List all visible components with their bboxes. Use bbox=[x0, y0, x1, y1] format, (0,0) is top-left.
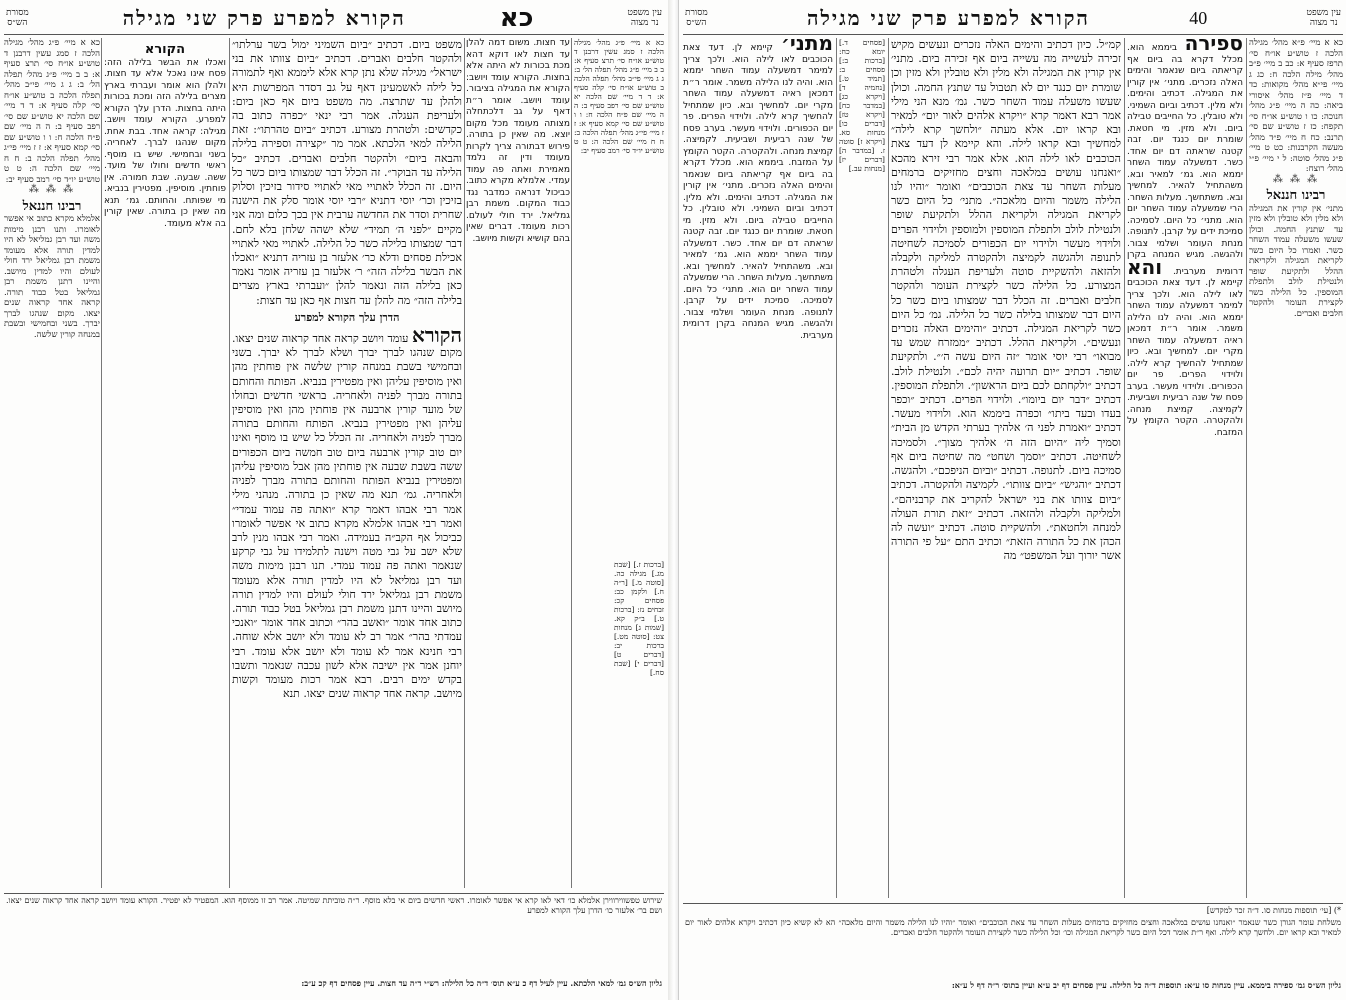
page-number: 40 bbox=[1189, 7, 1208, 28]
footnote-marker: *) [עי׳ תוספות מנחות סו. ד״ה זכר למקדש] bbox=[1206, 906, 1341, 915]
footer-rule bbox=[4, 893, 664, 894]
masoret-label: מסורת הש״ס bbox=[6, 8, 29, 28]
footer-rule bbox=[683, 903, 1343, 904]
rabbeinu-chananel-text: מתני׳ אין קורין את המגילה ולא מלין ולא טובלין ולא מזין עד שתנץ החמה. וכולן שעשו משעלה עמוד השחר כשר. ואמרו כל היום כשר לקריאת המגילה ולקריאת ההלל ולתקיעת שופר ולנטילת לולב ולתפלת המוספין. כל הלילה כשר לקצירת העומר ולהקטר חלבים ואברים. bbox=[1249, 203, 1343, 319]
ein-mishpat-column bbox=[1249, 38, 1343, 898]
tosafot-column bbox=[466, 38, 570, 888]
header-rule bbox=[4, 34, 664, 35]
column-divider bbox=[1124, 38, 1125, 898]
page-title: הקורא למפרע פרק שני מגילה bbox=[122, 5, 406, 30]
rabbeinu-chananel-heading: רבינו חננאל bbox=[1266, 188, 1326, 203]
rashi-column bbox=[104, 38, 226, 888]
column-divider bbox=[464, 38, 465, 888]
tosafot-outer-column bbox=[683, 38, 833, 898]
ein-mishpat-label: עין משפט נר מצוה bbox=[1306, 8, 1341, 28]
rashi-heading: ספירה bbox=[1184, 38, 1243, 55]
masoret-label: מסורת הש״ס bbox=[685, 8, 708, 28]
book-gutter bbox=[668, 0, 678, 1000]
tosafot-text: עד חצות. משום דמה להלן עד חצות לאו דוקא דהא מכת בכורות לא היתה אלא בחצות. הקורא עומד ויושב: הקורא את המגילה בציבור. עומד ויושב. אומר ר״ת דאף על גב דלכתחלה מצותה מעומד מכל מקום יוצא. מה שאין כן בתורה. פירוש דבתורה צריך לקרות מעומד ודין זה נלמד מאמירת ואתה פה עמוד עמדי. אלמלא מקרא כתוב. כביכול דנראה כמדבר נגד כבוד המקום. משמת רבן גמליאל. ירד חולי לעולם. רכות מעומד. דברים שאין בהם קושיא וקשות מיושב. bbox=[466, 38, 570, 244]
rashi-outer-text: ביממא הוא. מכלל דקרא בה ביום אף קריאתה ביום שנאמר והימים האלה נזכרים. מתני׳ אין קורין את המגילה. דכתיב והימים. ולא מלין. דכתיב וביום השמיני. ולא טובלין. כל החייבים טבילה ביום. ולא מזין. מי חטאת. שומרת יום כנגד יום. זבה קטנה שראתה דם יום אחד. כשר. דמשעלה עמוד השחר יממא הוא. גמ׳ למאיר ובא. משהתחיל להאיר. למחשיך ובא. משתחשך. מעלות השחר. הרי שמשעלה עמוד השחר יום הוא. מתני׳ כל היום. לסמיכה. סמיכת ידים על קרבן. לתנופה. מנחת העומר ושלמי צבור. ולהגשה. מגיש המנחה בקרן דרומית מערבית. bbox=[683, 158, 833, 341]
ornament-divider: ⁂ ⁂ ⁂ bbox=[28, 184, 76, 195]
rabbeinu-chananel-column bbox=[4, 38, 100, 888]
column-divider bbox=[101, 38, 102, 888]
masoret-column: [פסחים ד.] יומא כח: [ברכות ב:] פסחים ב: [תמיד ט.] [נחמיה ד] [ויקרא כג] [במדבר כח] [ויקרא טז] [דברים כו] מנחות סא. [ויקרא ז] סוטה ז. [במדבר ה] [דברים יז] [מנחות עב.] bbox=[839, 38, 885, 173]
gemara-text: קמ״ל. כיון דכתיב והימים האלה נזכרים ונעשים מקיש זכירה לעשייה מה עשייה ביום אף זכירה ביום. מתני׳ אין קורין את המגילה ולא מלין ולא טובלין ולא מזין וכן שומרת יום כנגד יום לא תטבול עד שתנץ החמה. וכולן שעשו משעלה עמוד השחר כשר. גמ׳ מנא הני מילי אמר רבא דאמר קרא ״ויקרא אלהים לאור יום״ למאיר ובא קראו יום. אלא מעתה ״ולחשך קרא לילה״ למחשיך ובא קראו לילה. והא קיימא לן דעד צאת הכוכבים לאו לילה הוא. אלא אמר רבי זירא מהכא ״ואנחנו עושים במלאכה וחצים מחזיקים ברמחים מעלות השחר עד צאת הכוכבים״ ואומר ״והיו לנו הלילה משמר והיום מלאכה״. מתני׳ כל היום כשר לקריאת המגילה ולקריאת ההלל ולתקיעת שופר ולנטילת לולב ולתפלת המוספין ולמוספין ולוידוי הפרים ולוידוי מעשר ולוידוי יום הכפורים לסמיכה לשחיטה לתנופה ולהגשה לקמיצה ולהקטרה למליקה ולקבלה ולהזאה ולהשקיית סוטה ולעריפת העגלה ולטהרת המצורע. כל הלילה כשר לקצירת העומר ולהקטר חלבים ואברים. זה הכלל דבר שמצותו ביום כשר כל היום דבר שמצותו בלילה כשר כל הלילה. גמ׳ כל היום כשר לקריאת המגילה. דכתיב ״והימים האלה נזכרים ונעשים״. ולקריאת ההלל. דכתיב ״ממזרח שמש עד מבואו״ רבי יוסי אומר ״זה היום עשה ה׳״. ולתקיעת שופר. דכתיב ״יום תרועה יהיה לכם״. ולנטילת לולב. דכתיב ״ולקחתם לכם ביום הראשון״. ולתפלת המוספין. דכתיב ״דבר יום ביומו״. ולוידוי הפרים. דכתיב ״וכפר בעדו ובעד ביתו״ וכפרה ביממא הוא. ולוידוי מעשר. דכתיב ״ואמרת לפני ה׳ אלהיך בערתי הקדש מן הבית״ וסמיך ליה ״היום הזה ה׳ אלהיך מצוך״. ולסמיכה לשחיטה. דכתיב ״וסמך ושחט״ מה שחיטה ביום אף סמיכה ביום. לתנופה. דכתיב ״וביום הניפכם״. ולהגשה. דכתיב ״והגיש״ ״ביום צוותו״. לקמיצה ולהקטרה. דכתיב ״ביום צוותו את בני ישראל להקריב את קרבניהם״. ולמליקה ולקבלה ולהזאה. דכתיב ״זאת תורת העולה למנחה ולחטאת״. ולהשקיית סוטה. דכתיב ״ועשה לה הכהן את כל התורה הזאת״ וכתיב התם ״על פי התורה אשר יורוך ועל המשפט״ מה bbox=[891, 38, 1121, 563]
tosafot-heading: והא bbox=[1127, 254, 1163, 279]
page-title: הקורא למפרע פרק שני מגילה bbox=[806, 5, 1090, 30]
perek-heading: הקורא bbox=[412, 323, 462, 348]
mishnah-text: עומד ויושב קראה אחד קראוה שנים יצאו. מקום שנהגו לברך יברך ושלא לברך לא יברך. בשני ובחמישי בשבת במנחה קורין שלשה אין פוחתין מהן ואין מוסיפין עליהן ואין מפטירין בנביא. הפותח והחותם בתורה מברך לפניה ולאחריה. בראשי חדשים ובחולו של מועד קורין ארבעה אין פוחתין מהן ואין מוסיפין עליהן ואין מפטירין בנביא. הפותח והחותם בתורה מברך לפניה ולאחריה. זה הכלל כל שיש בו מוסף ואינו יום טוב קורין ארבעה ביום טוב חמשה ביום הכפורים ששה בשבת שבעה אין פוחתין מהן אבל מוסיפין עליהן ומפטירין בנביא הפותח והחותם בתורה מברך לפניה ולאחריה. גמ׳ תנא מה שאין כן בתורה. מנהני מילי אמר רבי אבהו דאמר קרא ״ואתה פה עמוד עמדי״ ואמר רבי אבהו אלמלא מקרא כתוב אי אפשר לאומרו כביכול אף הקב״ה בעמידה. ואמר רבי אבהו מנין לרב שלא ישב על גבי מטה וישנה לתלמידו על גבי קרקע שנאמר ואתה פה עמוד עמדי. תנו רבנן מימות משה ועד רבן גמליאל לא היו למדין תורה אלא מעומד משמת רבן גמליאל ירד חולי לעולם והיו למדין תורה מיושב והיינו דתנן משמת רבן גמליאל בטל כבוד תורה. כתוב אחד אומר ״ואשב בהר״ וכתוב אחד אומר ״ואנכי עמדתי בהר״ אמר רב לא עומד ולא יושב אלא שוחה. רבי חנינא אמר לא עומד ולא יושב אלא עומד. רבי יוחנן אמר אין ישיבה אלא לשון עכבה שנאמר ותשבו בקדש ימים רבים. רבא אמר רכות מעומד וקשות מיושב. קראה אחד קראוה שנים יצאו. תנא bbox=[232, 332, 462, 701]
footnote-block: משלחת עומר הגורן כשר שנאמר ״ואנחנו עושים במלאכה וחצים מחזיקים ברמחים מעלות השחר עד צאת הכוכבים״ ואומר ״והיו לנו הלילה משמר והיום מלאכה״ הא לא קשיא כיון דכתיב ויקרא אלהים לאור יום למאיר ובא קראו יום. ולחשך קרא לילה. ואף ר״ת אומר דכל היום כשר לקריאת המגילה וכו׳ וכל הלילה כשר לקצירת העומר ולהקטר חלבים ואברים. bbox=[685, 918, 1341, 937]
gilyon-hashas: גליון הש״ס גמ׳ למאי הלכתא. עיין לעיל דף כ ע״א תוס׳ ד״ה כל הלילה: רש״י ד״ה עד חצות. עיין פסחים דף קכ ע״ב: bbox=[301, 978, 662, 988]
rashi-text: ואכלו את הבשר בלילה הזה: פסח אינו נאכל אלא עד חצות. ולהלן הוא אומר ועברתי בארץ מצרים בלילה הזה ומכת בכורות היתה בחצות. הדרן עלך הקורא למפרע. הקורא עומד ויושב. מגילה: קראה אחד. בבת אחת. מקום שנהגו לברך. לאחריה. בשני ובחמישי. שיש בו מוסף. ראשי חדשים וחולו של מועד. ששה. שבעה. שבת חמורה. אין פוחתין. מוסיפין. מפטירין בנביא. מי שפותח. והחותם. גמ׳ תנא מה שאין כן בתורה. שאין קורין בה אלא מעומד. bbox=[104, 57, 226, 229]
hadran-line: הדרן עלך הקורא למפרע bbox=[294, 310, 400, 324]
column-divider bbox=[1246, 38, 1247, 898]
masoret-column: [ברכות ז.] [שבת מג.] מגילה כה. [סוטה מ.] [ר״ה ח.] ולקמן כב: פסחים קכ: זבחים נז: [ברכות ט.] ב״ק קא. [שמות ג] מנחות צט: [סוטה מט.] ברכות יב: [דברים ט] [דברים י] [שבת סח.] bbox=[614, 560, 664, 677]
mishnah-heading: מתני׳ bbox=[781, 38, 833, 55]
ein-mishpat-column: כא א מיי׳ פ״ג מהל׳ מגילה הלכה ז סמג עשין דרבנן ד טוש״ע או״ח סי׳ תרצ סעיף א: ב ב מיי׳ פ״ג מהל׳ תפלה הל׳ ב: ג ג מיי׳ פי״ב מהל׳ תפלה הלכה ב טוש״ע או״ח סי׳ קלה סעיף א: ד ד מיי׳ שם הלכה יא טוש״ע שם סי׳ רפב סעיף ב: ה ה מיי׳ שם פ״ח הלכה ח: ו ו טוש״ע שם סי׳ קמא סעיף א: ז ז מיי׳ פי״ג מהל׳ תפלה הלכה ב: ח ח מיי׳ שם הלכה ה: ט ט טוש״ע יו״ד סי׳ רמב סעיף יב: bbox=[574, 38, 664, 155]
ornament-divider: ⁂ ⁂ ⁂ bbox=[1272, 173, 1320, 185]
gemara-column bbox=[232, 38, 462, 888]
rashi-column bbox=[1127, 38, 1243, 898]
footnote-block: שירוש טפשווירווירן אלמלא כו׳ דאי לאו קרא אי אפשר לאומרו. ראשי חדשים ביום אי בלא מוסף. ר״ה טוביתת שמיטה. אמר רב זו ממוסף הוא. המפטיר לא יפטיר. הקורא עומד ויושב קראה אחד קראוה שנים יצאו. ושם בר׳ אלעזר כו׳ הדרן עלך הקורא למפרע bbox=[6, 896, 662, 915]
rabbeinu-chananel-text: אלמלא מקרא כתוב אי אפשר לאומרו. ותנו רבנן מימות משה ועד רבן גמליאל לא היו למדין תורה אלא מעומד משמת רבן גמליאל ירד חולי לעולם והיו למדין מיושב. והיינו דתנן משמת רבן גמליאל בטל כבוד תורה. קראה אחד קראוה שנים יצאו. מקום שנהגו לברך יברך. בשני ובחמישי ובשבת במנחה קורין שלשה. bbox=[4, 214, 100, 340]
column-divider bbox=[836, 38, 837, 898]
column-divider bbox=[229, 38, 230, 888]
gemara-text: משפט ביום. דכתיב ״ביום השמיני ימול בשר ערלתו״ ולהקטר חלבים ואברים. דכתיב ״ביום צוותו את בני ישראל״ מגילה שלא נתן קרא אלא ליממא ואף לתמורה כל לילה לאשמעינן דאף על גב דסדר המפרשות היא ולהלן עד שתרצה. מה משפט ביום אף כאן ביום: ולעריפת העגלה. אמר רבי ינאי ״כפרה כתוב בה כקדשים: ולטהרת מצורע. דכתיב ״ביום טהרתו״: זאת הלילה למאי הלכתא. אמר מר ״קצירה וספירה בלילה והבאה ביום״ ולהקטר חלבים ואברים. דכתיב ״כל הלילה עד הבוקר״. זה הכלל דבר שמצותו ביום כשר כל היום. זה הכלל לאתויי מאי לאתויי סידור בזיכין וסלוק בזיכין וכר׳ יוסי דתניא ״רבי יוסי אומר סלק את הישנה שחרית וסדר את החדשה ערבית אין בכך כלום ומה אני מקיים ״לפני ה׳ תמיד״ שלא ישהה שלחן בלא לחם. דבר שמצותו בלילה כשר כל הלילה. לאתויי מאי לאתויי אכילת פסחים ודלא כר׳ אלעזר בן עזריה דתניא ״ואכלו את הבשר בלילה הזה״ ר׳ אלעזר בן עזריה אומר נאמר כאן בלילה הזה ונאמר להלן ״ועברתי בארץ מצרים בלילה הזה״ מה להלן עד חצות אף כאן עד חצות: bbox=[232, 38, 462, 307]
daf-number: כא bbox=[499, 3, 534, 33]
page-right bbox=[678, 0, 1346, 1000]
page-header-right bbox=[685, 4, 1341, 32]
column-divider bbox=[888, 38, 889, 898]
tosafot-text: קיימא לן. דעד צאת הכוכבים לאו לילה הוא. ולכך צריך למימר דמשעלה עמוד השחר יממא הוא. והיה לנו הלילה משמר. אומר ר״ת דמכאן ראיה דמשעלה עמוד השחר מקרי יום. למחשיך ובא. כיון שמתחיל להחשיך קרא לילה. ולוידוי הפרים. פר יום הכפורים. ולוידוי מעשר. בערב פסח של שנה רביעית ושביעית. לקמיצה. קמיצת מנחה. ולהקטרה. הקטר הקומץ על המזבח. bbox=[1127, 278, 1243, 438]
rashi-heading: הקורא bbox=[144, 42, 186, 57]
rashi-text: ביממא הוא. מכלל דקרא בה ביום אף קריאתה ביום שנאמר והימים האלה נזכרים. מתני׳ אין קורין את המגילה. דכתיב והימים. ולא מלין. דכתיב וביום השמיני. ולא טובלין. כל החייבים טבילה ביום. ולא מזין. מי חטאת. שומרת יום כנגד יום. זבה קטנה שראתה דם יום אחד. כשר. דמשעלה עמוד השחר יממא הוא. גמ׳ למאיר ובא. משהתחיל להאיר. למחשיך ובא. משתחשך. מעלות השחר. הרי שמשעלה עמוד השחר יום הוא. מתני׳ כל היום. לסמיכה. סמיכת ידים על קרבן. לתנופה. מנחת העומר ושלמי צבור. ולהגשה. מגיש המנחה בקרן דרומית מערבית. bbox=[1127, 43, 1243, 277]
ein-mishpat-text: כא א מיי׳ פ״א מהל׳ מגילה הלכה ז טוש״ע או״ח סי׳ תרפז סעיף א: כב ב מיי׳ פ״ב מהל׳ מילה הלכה ח: כג ג מיי׳ פי״א מהל׳ מקואות: כד ד מיי׳ פ״ז מהל׳ איסורי ביאה: כה ה מיי׳ פ״ג מהל׳ חנוכה: כו ו טוש״ע או״ח סי׳ תקפח: כז ז טוש״ע שם סי׳ תרנב: כח ח מיי׳ פ״ד מהל׳ מעשה הקרבנות: כט ט מיי׳ פ״ג מהל׳ סוטה: ל י מיי׳ פ״י מהל׳ רוצח: bbox=[1249, 38, 1343, 174]
tosafot-outer-text: קיימא לן. דעד צאת הכוכבים לאו לילה הוא. ולכך צריך למימר דמשעלה עמוד השחר יממא הוא. והיה לנו הלילה משמר. אומר ר״ת דמכאן ראיה דמשעלה עמוד השחר מקרי יום. למחשיך ובא. כיון שמתחיל להחשיך קרא לילה. ולוידוי הפרים. פר יום הכפורים. ולוידוי מעשר. בערב פסח של שנה רביעית ושביעית. לקמיצה. קמיצת מנחה. ולהקטרה. הקטר הקומץ על המזבח. bbox=[683, 43, 833, 168]
column-divider bbox=[571, 38, 572, 888]
page-header-left bbox=[6, 4, 662, 32]
header-rule bbox=[683, 34, 1343, 35]
page-left bbox=[0, 0, 668, 1000]
rabbeinu-chananel-heading: רבינו חננאל bbox=[22, 198, 82, 214]
gilyon-hashas: גליון הש״ס גמ׳ ספירה ביממא. עיין מנחות סו ע״א: תוספות ד״ה כל הלילה. עיין פסחים דף יב ע״א ועיין בתוס׳ ר״ה דף ל ע״א: bbox=[951, 980, 1341, 990]
gemara-column bbox=[891, 38, 1121, 898]
ein-mishpat-left-text: כא א מיי׳ פ״ג מהל׳ מגילה הלכה ז סמג עשין דרבנן ד טוש״ע או״ח סי׳ תרצ סעיף א: ב ב מיי׳ פ״ג מהל׳ תפלה הל׳ ב: ג ג מיי׳ פי״ב מהל׳ תפלה הלכה ב טוש״ע או״ח סי׳ קלה סעיף א: ד ד מיי׳ שם הלכה יא טוש״ע שם סי׳ רפב סעיף ב: ה ה מיי׳ שם פ״ח הלכה ח: ו ו טוש״ע שם סי׳ קמא סעיף א: ז ז מיי׳ פי״ג מהל׳ תפלה הלכה ב: ח ח מיי׳ שם הלכה ה: ט ט טוש״ע יו״ד סי׳ רמב סעיף יב: bbox=[4, 38, 100, 185]
ein-mishpat-label: עין משפט נר מצוה bbox=[627, 8, 662, 28]
